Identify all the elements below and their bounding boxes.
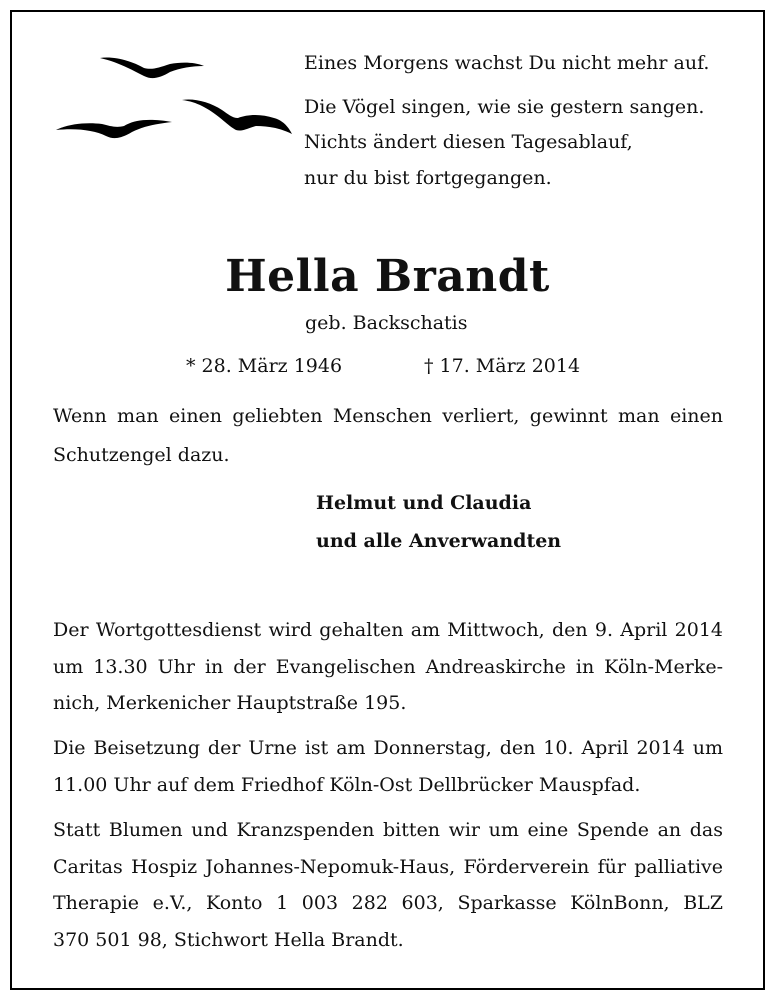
- donation-line-4: 370 501 98, Stichwort Hella Brandt.: [53, 928, 404, 951]
- service-line-2: um 13.30 Uhr in der Evangelischen Andreaskirche in Köln-Merke-: [53, 655, 723, 678]
- poem-line-3: Nichts ändert diesen Tagesablauf,: [304, 131, 633, 153]
- signer-line-1: Helmut und Claudia: [316, 492, 532, 514]
- service-paragraph: [53, 612, 723, 722]
- service-line-1: Der Wortgottesdienst wird gehalten am Mittwoch, den 9. April 2014: [53, 619, 723, 641]
- signers: [316, 484, 561, 560]
- birth-date: * 28. März 1946: [186, 355, 343, 377]
- bird-right-icon: [182, 99, 292, 134]
- birth-name: geb. Backschatis: [305, 312, 468, 334]
- donation-line-2: Caritas Hospiz Johannes-Nepomuk-Haus, Förderverein für palliative: [53, 855, 723, 878]
- bird-top-icon: [100, 57, 204, 78]
- bird-left-icon: [56, 120, 172, 138]
- poem: [304, 46, 744, 196]
- donation-line-3: Therapie e.V., Konto 1 003 282 603, Sparkasse KölnBonn, BLZ: [53, 892, 723, 914]
- donation-paragraph: [53, 812, 723, 958]
- memorial-quote: Wenn man einen geliebten Menschen verliert, gewinnt man einen Schutzengel dazu.: [53, 405, 723, 466]
- poem-line-4: nur du bist fortgegangen.: [304, 166, 552, 189]
- death-date: † 17. März 2014: [424, 355, 581, 377]
- poem-line-2: Die Vögel singen, wie sie gestern sangen.: [304, 95, 705, 118]
- burial-paragraph: [53, 730, 723, 803]
- burial-line-1: Die Beisetzung der Urne ist am Donnerstag, den 10. April 2014 um: [53, 737, 723, 759]
- burial-line-2: 11.00 Uhr auf dem Friedhof Köln-Ost Dellbrücker Mauspfad.: [53, 773, 641, 796]
- deceased-name: Hella Brandt: [225, 251, 550, 302]
- donation-line-1: Statt Blumen und Kranzspenden bitten wir um eine Spende an das: [53, 819, 723, 841]
- signer-line-2: und alle Anverwandten: [316, 530, 562, 552]
- service-line-3: nich, Merkenicher Hauptstraße 195.: [53, 692, 407, 714]
- birds-icon: [52, 48, 297, 143]
- poem-line-1: Eines Morgens wachst Du nicht mehr auf.: [304, 52, 710, 74]
